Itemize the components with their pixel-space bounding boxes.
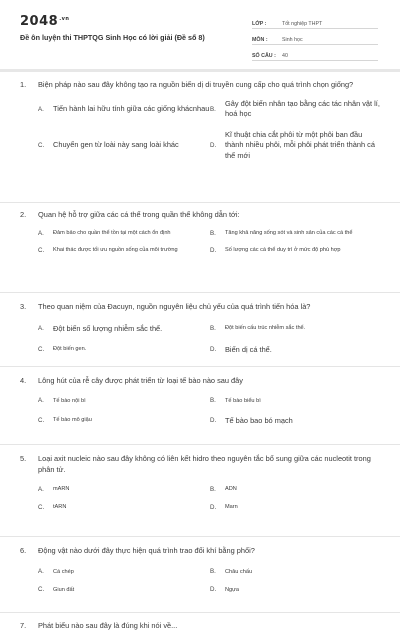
option-letter: C. [38,345,45,353]
option-letter: A. [38,105,44,113]
option-text: Đột biến số lượng nhiễm sắc thể. [53,323,163,333]
option-grid [20,229,386,255]
option-letter: B. [210,568,216,575]
option-text: Chuyển gen từ loài này sang loài khác [53,140,179,149]
question-number: 7. [20,621,27,630]
option-text: tARN [53,504,67,510]
option-text: Tế bào biểu bì [225,397,261,404]
meta-row-class [252,13,378,29]
question-text [20,210,386,221]
question-2 [0,203,400,292]
meta-table [252,13,378,61]
question-text [20,376,386,387]
option-letter: C. [38,141,45,149]
option-letter: B. [210,485,216,493]
logo-domain: .vn [59,15,70,22]
question-body: Loại axit nucleic nào sau đây không có liên kết hidro theo nguyên tắc bổ sung giữa các nucleotit trong phân tử. [38,454,371,474]
option-letter: C. [38,503,45,511]
option-letter: A. [38,229,44,237]
option-grid [20,569,386,593]
meta-row-count [252,45,378,61]
question-list [0,80,400,631]
meta-value: 40 [282,53,288,59]
header-divider [0,69,400,72]
option-text: Kĩ thuật chia cắt phôi từ một phôi ban đầu thành nhiều phôi, mỗi phôi phát triển thành cá thể mới [225,129,375,160]
site-logo[interactable] [20,14,69,29]
option-text: Tiến hành lai hữu tính giữa các giống khácnhau [53,103,210,113]
question-4 [0,367,400,444]
question-body: Biện pháp nào sau đây không tạo ra nguồn biến dị di truyền cung cấp cho quá trình chọn giống? [38,80,354,89]
option-letter: B. [210,324,216,332]
option-text: Châu chấu [225,568,253,575]
option-c[interactable] [38,345,210,354]
option-letter: D. [210,141,217,149]
question-text [20,302,386,313]
option-text: mARN [53,486,70,492]
option-letter: A. [38,324,44,332]
meta-value: Tốt nghiệp THPT [282,21,323,27]
option-letter: C. [38,586,45,593]
question-6 [0,537,400,612]
option-a[interactable] [38,486,210,492]
option-text: Tăng khả năng sống sót và sinh sản của các cá thể [225,229,353,236]
option-d[interactable] [210,345,382,354]
meta-key: LỚP : [252,21,267,27]
option-letter: C. [38,246,45,254]
question-body: Động vật nào dưới đây thực hiện quá trình trao đổi khí bằng phổi? [38,546,255,555]
option-b[interactable] [210,569,382,575]
meta-value: Sinh học [282,37,303,43]
question-number: 1. [20,80,27,89]
option-d[interactable] [210,130,382,162]
option-c[interactable] [38,587,210,593]
question-number: 5. [20,454,27,463]
option-b[interactable] [210,229,382,238]
option-d[interactable] [210,416,382,425]
option-grid [20,99,386,162]
option-text: Đột biến gen. [53,346,87,352]
logo-text: 2048 [20,14,59,29]
option-letter: C. [38,416,45,424]
option-letter: A. [38,485,44,493]
option-grid [20,324,386,354]
option-text: Gây đột biến nhân tạo bằng các tác nhân vật lí, hoá học [225,98,380,118]
option-text: Ngựa [225,586,240,593]
question-number: 4. [20,376,27,385]
option-a[interactable] [38,229,210,238]
option-c[interactable] [38,416,210,425]
option-d[interactable] [210,587,382,593]
question-body: Quan hệ hỗ trợ giữa các cá thể trong quần thể không dẫn tới: [38,210,240,219]
option-a[interactable] [38,398,210,404]
question-number: 6. [20,546,27,555]
question-number: 2. [20,210,27,219]
option-text: Số lượng các cá thể duy trì ở mức độ phù hợp [225,246,341,253]
question-body: Theo quan niệm của Đacuyn, nguồn nguyên liệu chủ yếu của quá trình tiến hóa là? [38,302,311,311]
option-text: Marn [225,504,238,510]
option-text: Đảm bảo cho quần thể tồn tại một cách ổn định [53,229,171,236]
question-text [20,621,386,631]
option-text: Biến dị cá thể. [225,344,272,354]
question-text [20,546,386,557]
option-letter: B. [210,229,216,237]
question-7-partial [0,613,400,631]
option-letter: D. [210,345,217,353]
question-number: 3. [20,302,27,311]
option-b[interactable] [210,99,382,120]
option-text: Tế bào bao bó mạch [225,415,293,425]
option-text: Khai thác được tối ưu nguồn sống của môi trường [53,246,178,253]
question-5 [0,445,400,536]
option-letter: D. [210,416,217,424]
option-letter: D. [210,503,217,511]
document-title: Đề ôn luyện thi THPTQG Sinh Học có lời giải (Đề số 8) [20,33,205,42]
option-letter: B. [210,105,216,113]
meta-key: SỐ CÂU : [252,53,276,59]
question-body: Lông hút của rễ cây được phát triển từ loại tế bào nào sau đây [38,376,243,385]
option-letter: D. [210,586,217,593]
question-text [20,454,386,475]
option-letter: D. [210,246,217,254]
meta-row-subject [252,29,378,45]
option-d[interactable] [210,246,382,255]
option-c[interactable] [38,246,210,255]
meta-key: MÔN : [252,37,268,43]
option-text: Giun đất [53,586,75,593]
option-letter: A. [38,568,44,575]
option-letter: A. [38,397,44,404]
question-1 [0,80,400,202]
option-text: Tế bào nội bì [53,397,86,404]
option-text: Tế bào mô giậu [53,417,92,423]
question-text [20,80,386,91]
option-b[interactable] [210,486,382,492]
question-body: Phát biểu nào sau đây là đúng khi nói về... [38,621,178,630]
option-b[interactable] [210,398,382,404]
option-text: Cá chép [53,568,74,575]
option-text: ADN [225,486,237,492]
option-c[interactable] [38,130,210,162]
document-header [0,0,400,72]
question-3 [0,293,400,366]
option-grid [20,486,386,510]
option-grid [20,398,386,425]
option-a[interactable] [38,324,210,333]
option-letter: B. [210,397,216,404]
option-a[interactable] [38,569,210,575]
option-d[interactable] [210,504,382,510]
option-b[interactable] [210,324,382,333]
option-text: Đột biến cấu trúc nhiễm sắc thể. [225,325,306,331]
option-a[interactable] [38,99,210,120]
option-c[interactable] [38,504,210,510]
